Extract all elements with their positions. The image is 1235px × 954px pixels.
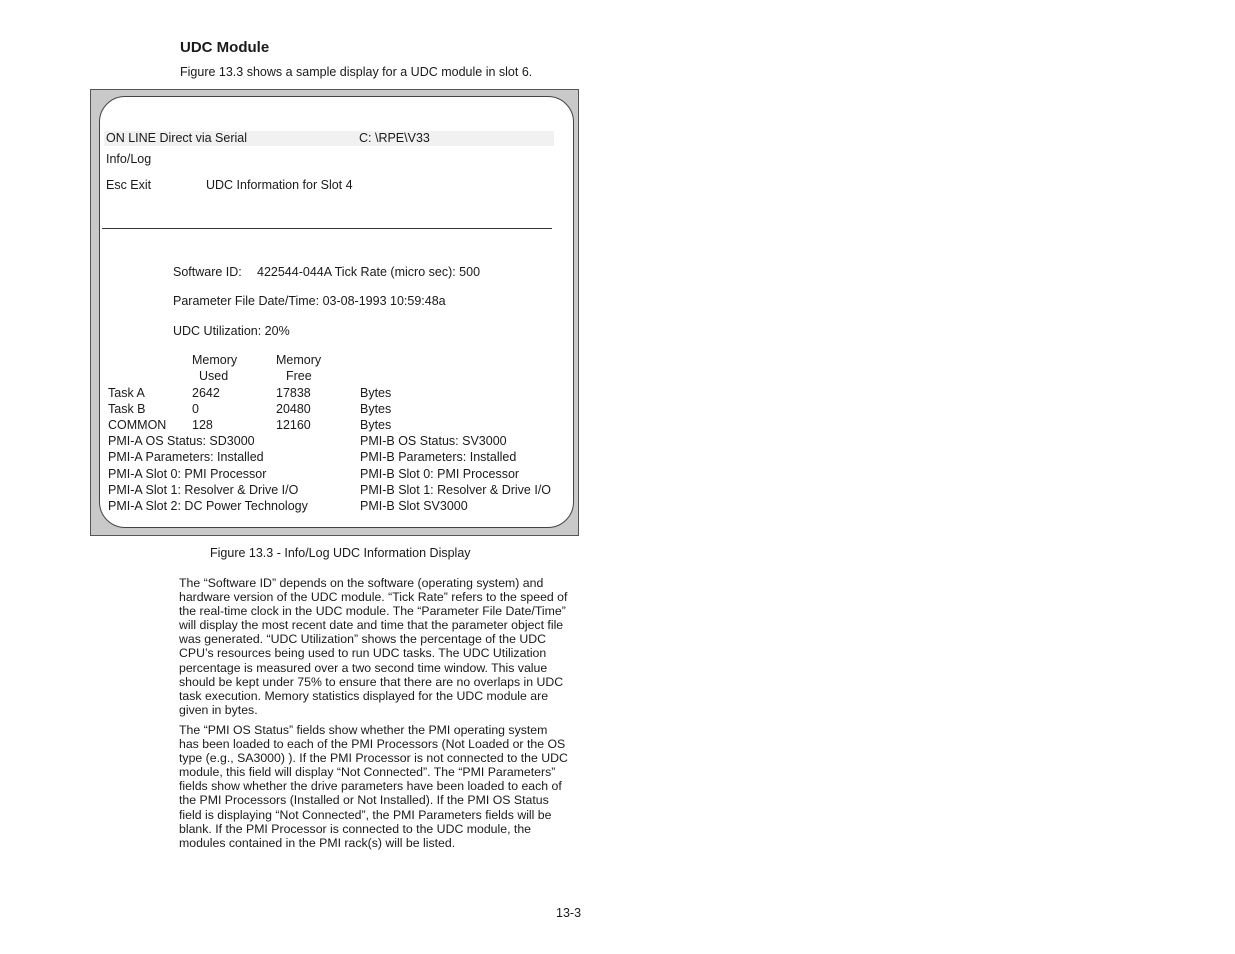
pmi-b-os-status: PMI-B OS Status: SV3000 [360,434,507,448]
table-row-free: 17838 [276,386,311,400]
paragraph-software-id: The “Software ID” depends on the software (operating system) and hardware version of the UDC module. “Tick Rate” refers to the speed of the real-time clock in the UDC module. The “Parameter File Date/Time” will display the most recent date and time that the parameter object file was generated. “UDC Utilization” shows the percentage of the UDC CPU’s resources being used to run UDC tasks. The UDC Utilization percentage is measured over a two second time window. This value should be kept under 75% to ensure that there are no overlaps in UDC task execution. Memory statistics displayed for the UDC module are given in bytes. [179,576,568,717]
pmi-b-slot-0: PMI-B Slot 0: PMI Processor [360,467,520,481]
page-number: 13-3 [556,906,582,920]
table-row-free: 20480 [276,402,311,416]
pmi-a-os-status: PMI-A OS Status: SD3000 [108,434,255,448]
intro-text: Figure 13.3 shows a sample display for a UDC module in slot 6. [180,65,533,79]
pmi-b-slot: PMI-B Slot SV3000 [360,499,468,513]
table-row-free: 12160 [276,418,311,432]
software-id-value: 422544-044A Tick Rate (micro sec): 500 [257,265,481,279]
memory-free-header-2: Free [286,369,312,383]
figure-caption: Figure 13.3 - Info/Log UDC Information Display [210,546,471,560]
table-row-unit: Bytes [360,402,392,416]
pmi-a-slot-0: PMI-A Slot 0: PMI Processor [108,467,267,481]
table-row-unit: Bytes [360,418,392,432]
pmi-a-slot-1: PMI-A Slot 1: Resolver & Drive I/O [108,483,299,497]
table-row-used: 2642 [192,386,220,400]
pmi-b-slot-1: PMI-B Slot 1: Resolver & Drive I/O [360,483,552,497]
udc-utilization: UDC Utilization: 20% [173,324,290,338]
working-directory: C: \RPE\V33 [359,131,430,145]
memory-used-header-2: Used [199,369,229,383]
memory-free-header: Memory [276,353,322,367]
table-row-task: Task B [108,402,146,416]
table-row-task: COMMON [108,418,167,432]
screen-title: UDC Information for Slot 4 [206,178,353,192]
section-heading: UDC Module [180,39,270,56]
pmi-b-parameters: PMI-B Parameters: Installed [360,450,517,464]
pmi-a-slot-2: PMI-A Slot 2: DC Power Technology [108,499,308,513]
divider [102,228,552,229]
esc-exit-key[interactable]: Esc Exit [106,178,152,192]
connection-status: ON LINE Direct via Serial [106,131,248,145]
parameter-file-datetime: Parameter File Date/Time: 03-08-1993 10:59:48a [173,294,446,308]
paragraph-pmi-status: The “PMI OS Status” fields show whether the PMI operating system has been loaded to each of the PMI Processors (Not Loaded or the OS type (e.g., SA3000) ). If the PMI Processor is not connected to the UDC module, this field will display “Not Connected”. The “PMI Parameters” fields show whether the drive parameters have been loaded to each of the PMI Processors (Installed or Not Installed). If the PMI OS Status field is displaying “Not Connected”, the PMI Parameters fields will be blank. If the PMI Processor is connected to the UDC module, the modules contained in the PMI rack(s) will be listed. [179,723,568,850]
memory-used-header: Memory [192,353,238,367]
table-row-used: 128 [192,418,213,432]
table-row-task: Task A [108,386,145,400]
table-row-used: 0 [192,402,199,416]
software-id-label: Software ID: [173,265,242,279]
menu-path: Info/Log [106,152,152,166]
pmi-a-parameters: PMI-A Parameters: Installed [108,450,264,464]
table-row-unit: Bytes [360,386,392,400]
